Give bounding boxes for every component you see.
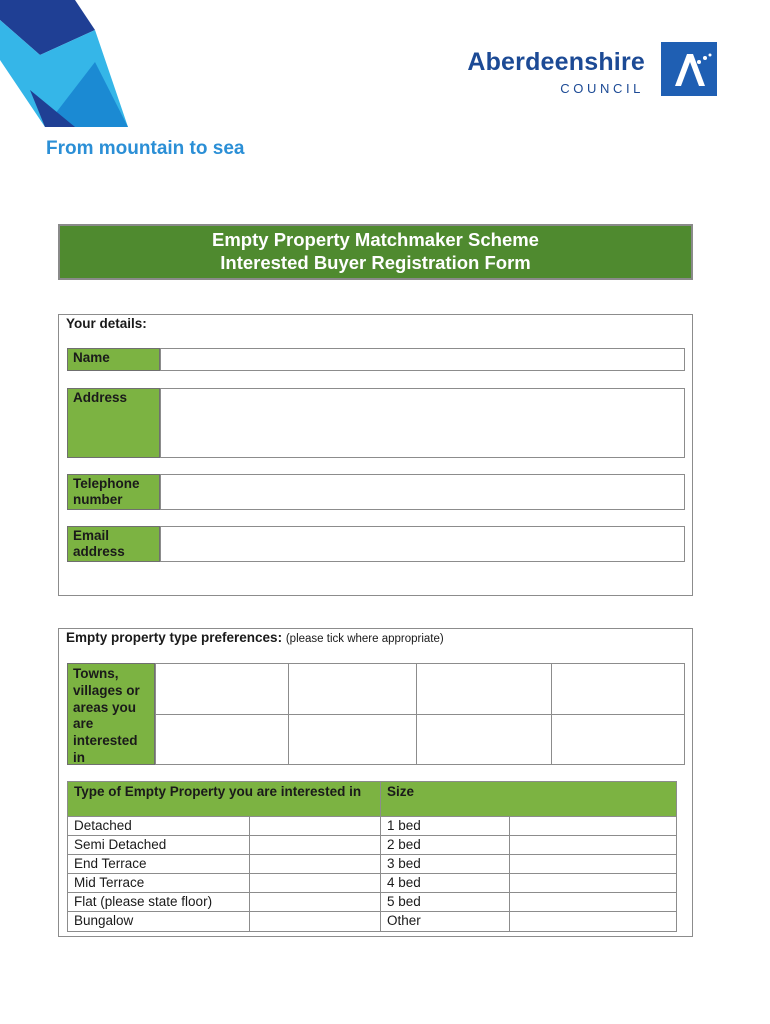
email-label: Email address <box>67 526 160 562</box>
name-label: Name <box>67 348 160 371</box>
area-cell[interactable] <box>416 714 552 765</box>
telephone-field[interactable] <box>160 474 685 510</box>
area-cell[interactable] <box>155 714 289 765</box>
property-type-row: Flat (please state floor) <box>67 892 250 912</box>
property-type-row: Detached <box>67 816 250 836</box>
brand-name: Aberdeenshire <box>467 48 645 76</box>
size-row: 3 bed <box>380 854 510 874</box>
details-heading: Your details: <box>66 316 147 331</box>
area-cell[interactable] <box>551 714 685 765</box>
property-type-row: Mid Terrace <box>67 873 250 893</box>
area-cell[interactable] <box>288 714 417 765</box>
form-title-line2: Interested Buyer Registration Form <box>220 252 531 273</box>
telephone-label: Telephone number <box>67 474 160 510</box>
property-type-tick[interactable] <box>249 816 381 836</box>
address-label: Address <box>67 388 160 458</box>
size-tick[interactable] <box>509 816 677 836</box>
areas-label: Towns, villages or areas you are interested in <box>67 663 155 765</box>
preferences-note: (please tick where appropriate) <box>285 633 444 645</box>
property-type-tick[interactable] <box>249 892 381 912</box>
area-cell[interactable] <box>288 663 417 715</box>
address-field[interactable] <box>160 388 685 458</box>
council-logo-icon <box>661 42 717 96</box>
size-tick[interactable] <box>509 854 677 874</box>
size-row: 5 bed <box>380 892 510 912</box>
size-row: 1 bed <box>380 816 510 836</box>
area-cell[interactable] <box>416 663 552 715</box>
form-title-line1: Empty Property Matchmaker Scheme <box>212 229 539 250</box>
property-type-tick[interactable] <box>249 854 381 874</box>
property-type-tick[interactable] <box>249 873 381 893</box>
property-type-tick[interactable] <box>249 911 381 932</box>
property-type-row: Semi Detached <box>67 835 250 855</box>
property-type-row: End Terrace <box>67 854 250 874</box>
size-row: 2 bed <box>380 835 510 855</box>
property-type-tick[interactable] <box>249 835 381 855</box>
size-row: Other <box>380 911 510 932</box>
name-field[interactable] <box>160 348 685 371</box>
property-type-header: Type of Empty Property you are interested in <box>67 781 381 817</box>
size-tick[interactable] <box>509 835 677 855</box>
property-type-row: Bungalow <box>67 911 250 932</box>
size-tick[interactable] <box>509 873 677 893</box>
area-cell[interactable] <box>551 663 685 715</box>
corner-logo-graphic <box>0 0 135 130</box>
preferences-heading <box>66 630 444 645</box>
size-row: 4 bed <box>380 873 510 893</box>
email-field[interactable] <box>160 526 685 562</box>
form-title-box <box>58 224 693 280</box>
size-tick[interactable] <box>509 911 677 932</box>
area-cell[interactable] <box>155 663 289 715</box>
preferences-heading-text: Empty property type preferences: <box>66 630 283 645</box>
size-header: Size <box>380 781 677 817</box>
size-tick[interactable] <box>509 892 677 912</box>
brand-subtitle: COUNCIL <box>560 81 644 96</box>
tagline: From mountain to sea <box>46 138 245 159</box>
